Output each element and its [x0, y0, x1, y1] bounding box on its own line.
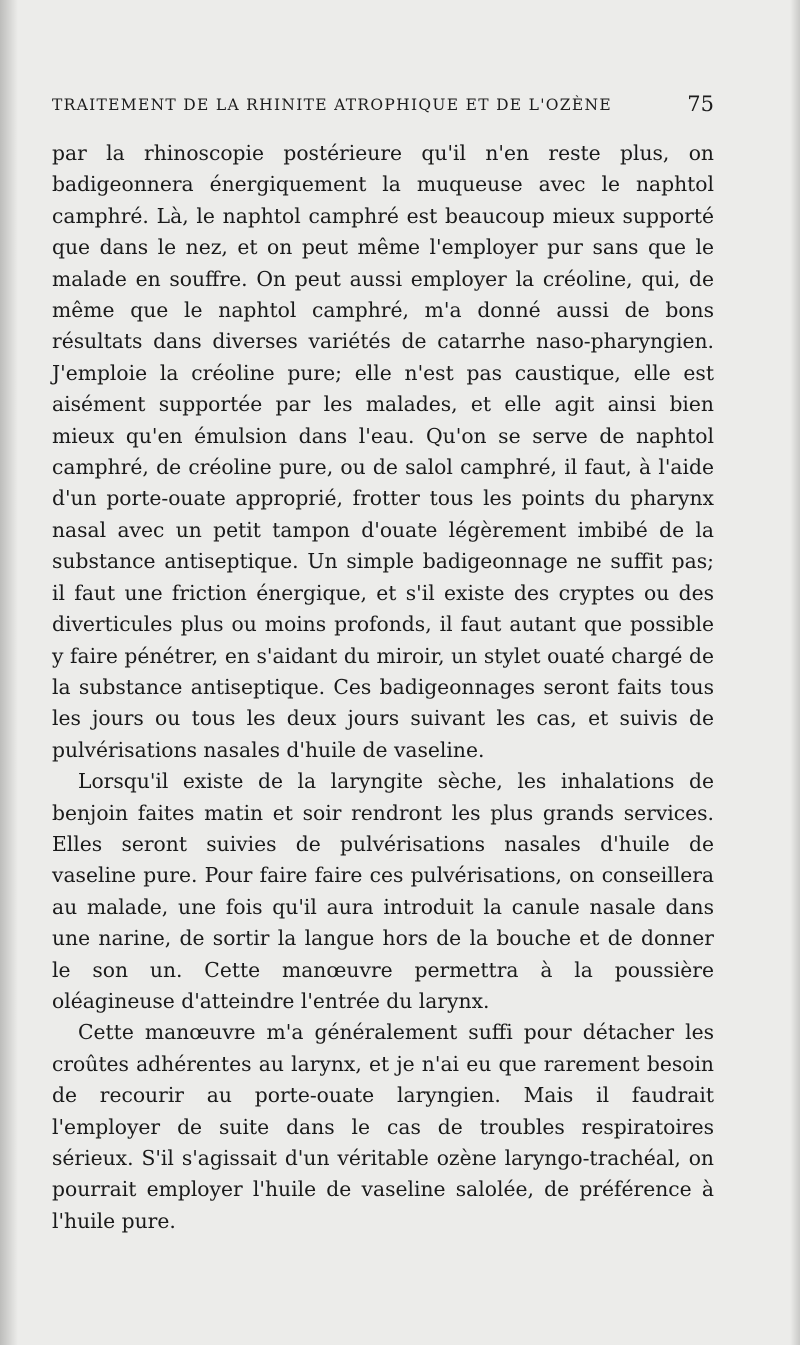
running-title: TRAITEMENT DE LA RHINITE ATROPHIQUE ET DE L'OZÈNE	[52, 96, 612, 114]
paragraph-2: Lorsqu'il existe de la laryngite sèche, les inhalations de benjoin faites matin et soir rendront les plus grands services. Elles seront suivies de pulvérisations nasales d'huile de vaseline pure. Pour faire faire ces pulvérisations, on conseillera au malade, une fois qu'il aura introduit la canule nasale dans une narine, de sortir la langue hors de la bouche et de donner le son un. Cette manœuvre permettra à la poussière oléagineuse d'atteindre l'entrée du larynx.	[52, 769, 714, 1013]
page-number: 75	[687, 92, 714, 116]
paragraph-3: Cette manœuvre m'a généralement suffi pour détacher les croûtes adhérentes au larynx, et je n'ai eu que rarement besoin de recourir au porte-ouate laryngien. Mais il faudrait l'employer de suite dans le cas de troubles respiratoires sérieux. S'il s'agissait d'un véritable ozène laryngo-trachéal, on pourrait employer l'huile de vaseline salolée, de préférence à l'huile pure.	[52, 1020, 714, 1233]
page-body	[52, 138, 714, 1237]
page-header	[52, 92, 714, 122]
paragraph-1: par la rhinoscopie postérieure qu'il n'en reste plus, on badigeonnera énergiquement la muqueuse avec le naphtol camphré. Là, le naphtol camphré est beaucoup mieux supporté que dans le nez, et on peut même l'employer pur sans que le malade en souffre. On peut aussi employer la créoline, qui, de même que le naphtol camphré, m'a donné aussi de bons résultats dans diverses variétés de catarrhe naso-pharyngien. J'emploie la créoline pure; elle n'est pas caustique, elle est aisément supportée par les malades, et elle agit ainsi bien mieux qu'en émulsion dans l'eau. Qu'on se serve de naphtol camphré, de créoline pure, ou de salol camphré, il faut, à l'aide d'un porte-ouate approprié, frotter tous les points du pharynx nasal avec un petit tampon d'ouate légèrement imbibé de la substance antiseptique. Un simple badigeonnage ne suffit pas; il faut une friction énergique, et s'il existe des cryptes ou des diverticules plus ou moins profonds, il faut autant que possible y faire pénétrer, en s'aidant du miroir, un stylet ouaté chargé de la substance antiseptique. Ces badigeonnages seront faits tous les jours ou tous les deux jours suivant les cas, et suivis de pulvérisations nasales d'huile de vaseline.	[52, 141, 714, 762]
